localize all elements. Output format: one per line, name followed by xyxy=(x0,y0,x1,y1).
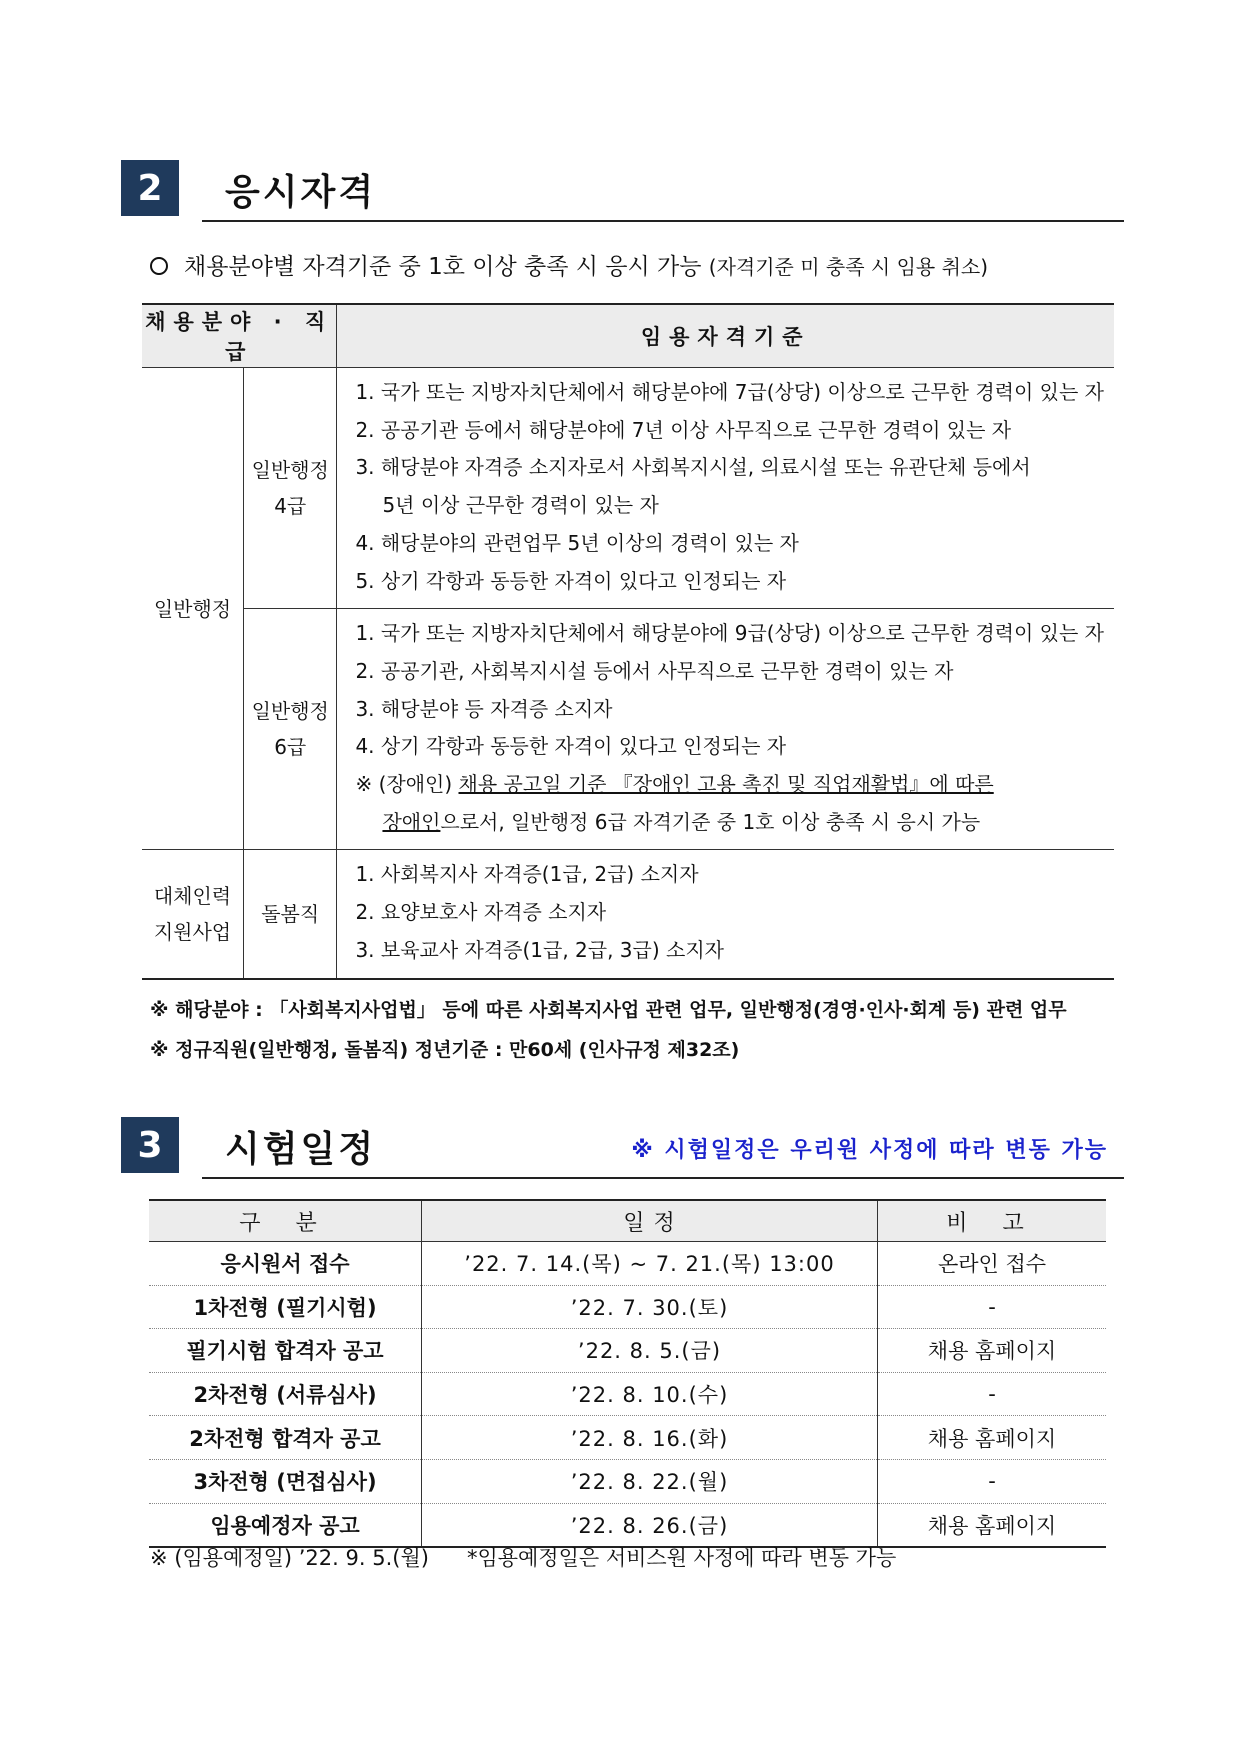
table-row xyxy=(149,1329,1106,1373)
header-remark: 비 고 xyxy=(878,1200,1107,1242)
criteria-cell xyxy=(337,368,1114,609)
schedule-date: ’22. 8. 22.(월) xyxy=(422,1459,878,1503)
qualification-table xyxy=(142,303,1114,980)
criteria-cell xyxy=(337,850,1114,979)
schedule-item: 응시원서 접수 xyxy=(149,1242,422,1286)
note-suffix: 으로서, 일반행정 6급 자격기준 중 1호 이상 충족 시 응시 가능 xyxy=(440,809,981,834)
note-underlined: 장애인 xyxy=(382,809,441,834)
field-line: 지원사업 xyxy=(153,919,232,944)
intro-main-text: 채용분야별 자격기준 중 1호 이상 충족 시 응시 가능 xyxy=(184,254,702,280)
schedule-date: ’22. 7. 14.(목) ~ 7. 21.(목) 13:00 xyxy=(422,1242,878,1286)
criteria-item: 3. 해당분야 자격증 소지자로서 사회복지시설, 의료시설 또는 유관단체 등에서 xyxy=(355,455,1031,480)
appointment-date-note xyxy=(150,1542,896,1572)
criteria-item: 5. 상기 각항과 동등한 자격이 있다고 인정되는 자 xyxy=(355,568,787,593)
disability-note xyxy=(355,766,1104,804)
criteria-item: 1. 국가 또는 지방자치단체에서 해당분야에 9급(상당) 이상으로 근무한 경력이 있는 자 xyxy=(355,621,1104,646)
disability-note-continued xyxy=(355,804,1104,842)
criteria-item: 1. 국가 또는 지방자치단체에서 해당분야에 7급(상당) 이상으로 근무한 경력이 있는 자 xyxy=(355,380,1104,404)
criteria-item: 3. 해당분야 등 자격증 소지자 xyxy=(355,696,613,721)
schedule-remark: 채용 홈페이지 xyxy=(878,1416,1107,1460)
schedule-date: ’22. 8. 10.(수) xyxy=(422,1372,878,1416)
grade-cell xyxy=(243,609,336,850)
section-3-header xyxy=(121,1117,1124,1173)
grade-label: 일반행정 xyxy=(251,699,329,724)
table-row xyxy=(142,368,1114,609)
criteria-item-continued: 5년 이상 근무한 경력이 있는 자 xyxy=(382,493,659,518)
schedule-remark: 채용 홈페이지 xyxy=(878,1329,1107,1373)
schedule-date: ’22. 8. 5.(금) xyxy=(422,1329,878,1373)
section-underline xyxy=(202,220,1124,222)
schedule-date: ’22. 8. 16.(화) xyxy=(422,1416,878,1460)
grade-cell: 돌봄직 xyxy=(243,850,336,979)
header-field-grade: 채용분야 · 직급 xyxy=(142,304,337,368)
schedule-remark: - xyxy=(878,1372,1107,1416)
criteria-item: 4. 상기 각항과 동등한 자격이 있다고 인정되는 자 xyxy=(355,734,787,759)
grade-cell xyxy=(243,368,336,609)
header-criteria: 임용자격기준 xyxy=(337,304,1114,368)
schedule-remark: 채용 홈페이지 xyxy=(878,1503,1107,1547)
schedule-item: 1차전형 (필기시험) xyxy=(149,1285,422,1329)
schedule-remark: - xyxy=(878,1459,1107,1503)
grade-level: 6급 xyxy=(274,735,307,760)
schedule-date: ’22. 8. 26.(금) xyxy=(422,1503,878,1547)
section-title: 시험일정 xyxy=(225,1129,377,1170)
table-row xyxy=(149,1372,1106,1416)
field-line: 대체인력 xyxy=(153,883,232,908)
note-underlined: 채용 공고일 기준 『장애인 고용 촉진 및 직업재활법』에 따른 xyxy=(458,772,994,797)
field-general-admin: 일반행정 xyxy=(142,368,243,850)
criteria-item: 2. 공공기관 등에서 해당분야에 7년 이상 사무직으로 근무한 경력이 있는 자 xyxy=(355,417,1012,442)
schedule-item: 임용예정자 공고 xyxy=(149,1503,422,1547)
note-prefix: (장애인) xyxy=(372,772,459,797)
schedule-change-note: ※ 시험일정은 우리원 사정에 따라 변동 가능 xyxy=(631,1138,1108,1163)
schedule-date: ’22. 7. 30.(토) xyxy=(422,1285,878,1329)
schedule-remark: - xyxy=(878,1285,1107,1329)
intro-paren-text: (자격기준 미 충족 시 임용 취소) xyxy=(708,255,989,279)
table-row xyxy=(142,609,1114,850)
criteria-item: 3. 보육교사 자격증(1급, 2급, 3급) 소지자 xyxy=(355,937,724,962)
schedule-item: 2차전형 합격자 공고 xyxy=(149,1416,422,1460)
table-row xyxy=(149,1285,1106,1329)
section-number: 3 xyxy=(121,1117,179,1173)
header-schedule: 일 정 xyxy=(422,1200,878,1242)
appointment-change-note: *임용예정일은 서비스원 사정에 따라 변동 가능 xyxy=(466,1546,897,1570)
table-row xyxy=(149,1503,1106,1547)
field-substitute-support xyxy=(142,850,243,979)
table-row xyxy=(149,1459,1106,1503)
criteria-item: 4. 해당분야의 관련업무 5년 이상의 경력이 있는 자 xyxy=(355,530,799,555)
circle-bullet-icon xyxy=(150,257,168,275)
schedule-item: 필기시험 합격자 공고 xyxy=(149,1329,422,1373)
schedule-remark: 온라인 접수 xyxy=(878,1242,1107,1286)
section-underline xyxy=(202,1177,1124,1179)
schedule-item: 3차전형 (면접심사) xyxy=(149,1459,422,1503)
eligibility-intro xyxy=(150,248,988,281)
criteria-cell xyxy=(337,609,1114,850)
criteria-item: 2. 공공기관, 사회복지시설 등에서 사무직으로 근무한 경력이 있는 자 xyxy=(355,658,954,683)
table-row xyxy=(142,850,1114,979)
criteria-item: 2. 요양보호사 자격증 소지자 xyxy=(355,900,607,925)
footnote-retirement: ※ 정규직원(일반행정, 돌봄직) 정년기준 : 만60세 (인사규정 제32조) xyxy=(150,1039,740,1061)
header-category: 구 분 xyxy=(149,1200,422,1242)
grade-label: 일반행정 xyxy=(251,458,329,483)
schedule-item: 2차전형 (서류심사) xyxy=(149,1372,422,1416)
note-mark: ※ xyxy=(355,772,373,797)
table-row xyxy=(149,1416,1106,1460)
footnote-field: ※ 해당분야 : 「사회복지사업법」 등에 따른 사회복지사업 관련 업무, 일반행정(경영·인사·회계 등) 관련 업무 xyxy=(150,999,1067,1021)
section-title: 응시자격 xyxy=(225,172,377,213)
schedule-table xyxy=(149,1199,1106,1548)
table-header-row xyxy=(142,304,1114,368)
appointment-date: ※ (임용예정일) ’22. 9. 5.(월) xyxy=(150,1546,429,1570)
table-row xyxy=(149,1242,1106,1286)
table-header-row xyxy=(149,1200,1106,1242)
section-number: 2 xyxy=(121,160,179,216)
section-2-header xyxy=(121,160,1124,216)
criteria-item: 1. 사회복지사 자격증(1급, 2급) 소지자 xyxy=(355,862,699,887)
grade-level: 4급 xyxy=(274,494,307,519)
